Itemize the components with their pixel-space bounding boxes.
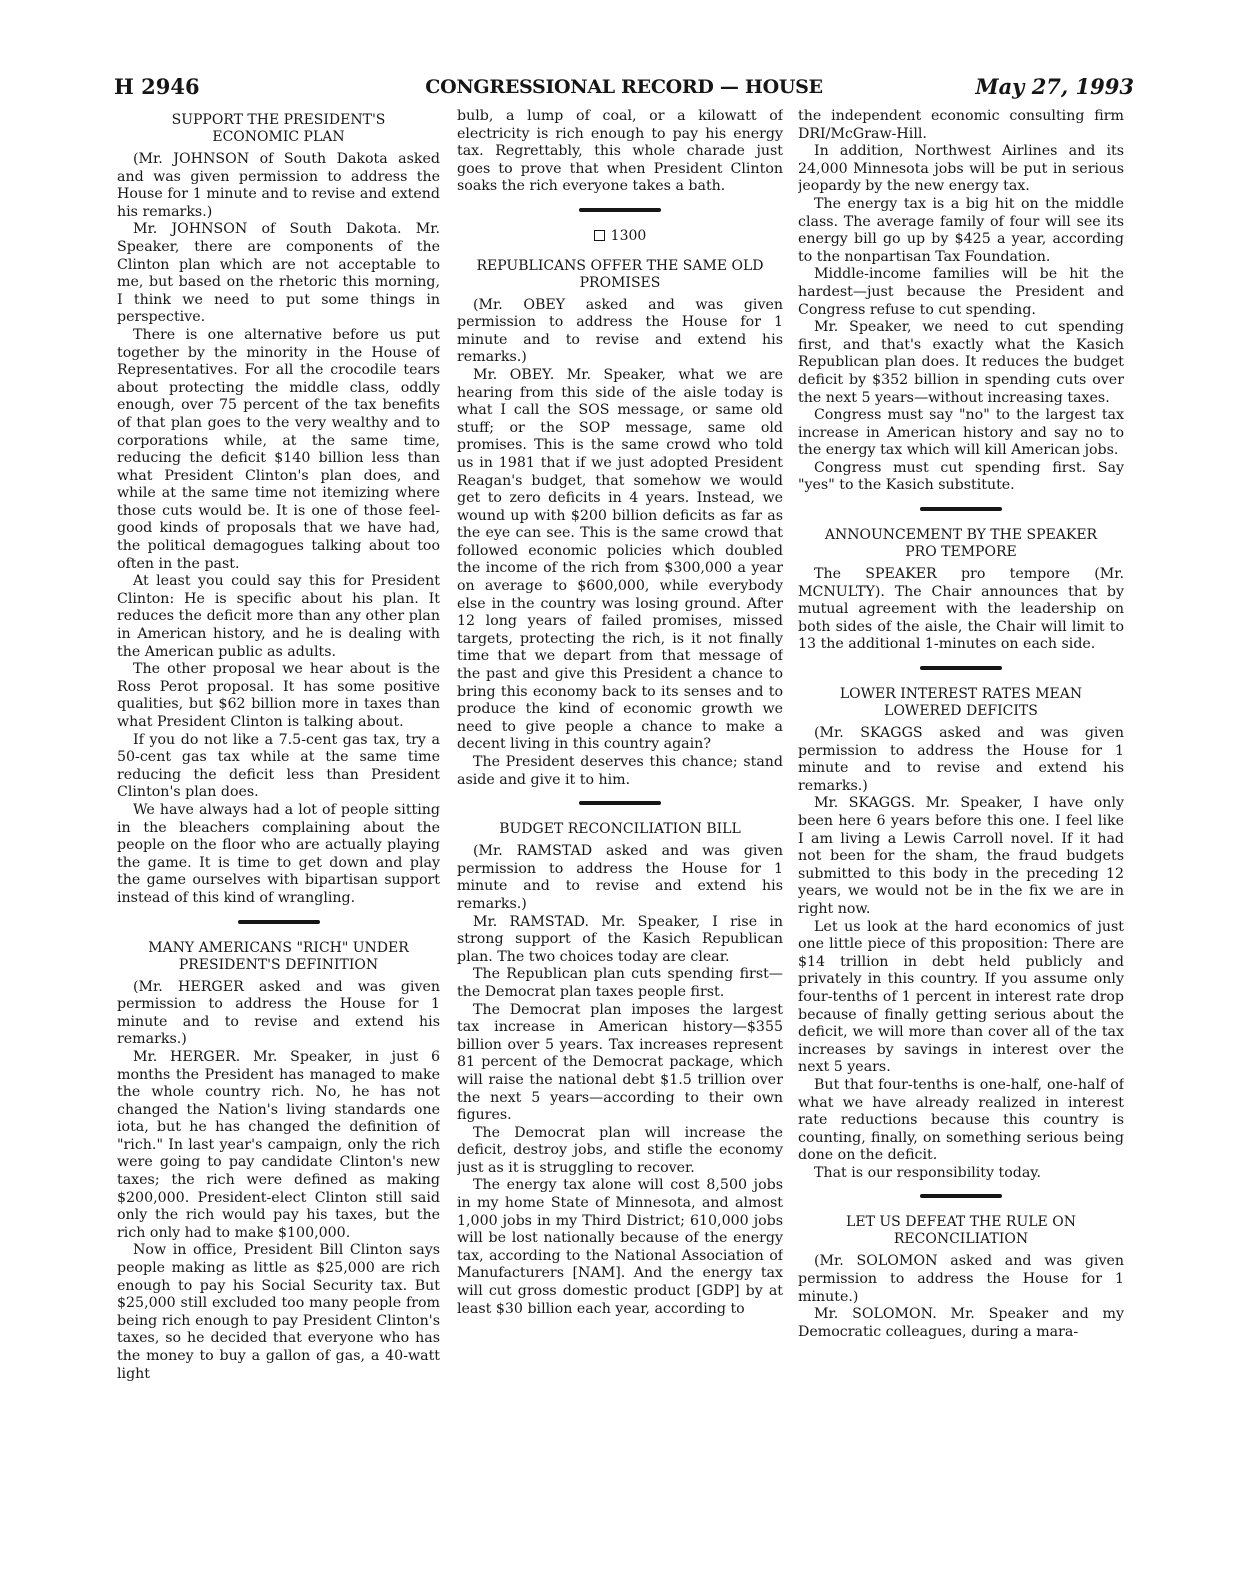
paragraph: (Mr. RAMSTAD asked and was given permission to address the House for 1 minute and to revise and extend his remarks.) (457, 843, 783, 912)
paragraph: There is one alternative before us put together by the minority in the House of Representatives. For all the crocodile tears about protecting the middle class, oddly enough, over 75 percent of the tax benefits of that plan goes to the very wealthy and to corporations while, at the same time, reducing the deficit $140 billion less than what President Clinton's plan does, and while at the same time not itemizing where those cuts would be. It is one of those feel-good kinds of proposals that we have had, the political demagogues talking about too often in the past. (117, 326, 440, 572)
paragraph: If you do not like a 7.5-cent gas tax, try a 50-cent gas tax while at the same time reducing the deficit less than President Clinton's plan does. (117, 731, 440, 801)
paragraph: Now in office, President Bill Clinton says people making as little as $25,000 are rich enough to pay his Social Security tax. But $25,000 still excluded too many people from being rich enough to pay President Clinton's taxes, so he decided that everyone who has the money to buy a gallon of gas, a 40-watt light (117, 1242, 440, 1382)
continued-paragraph: bulb, a lump of coal, or a kilowatt of electricity is rich enough to pay his energy tax. Regrettably, this whole charade just goes to prove that when President Clinton soaks the rich everyone takes a bath. (457, 108, 783, 195)
time-text: 1300 (610, 227, 647, 244)
column-3 (798, 108, 1124, 1468)
section-heading: LET US DEFEAT THE RULE ON RECONCILIATION (846, 1214, 1076, 1248)
paragraph: (Mr. JOHNSON of South Dakota asked and was given permission to address the House for 1 minute and to revise and extend his remarks.) (117, 151, 440, 220)
paragraph: Middle-income families will be hit the hardest—just because the President and Congress refuse to cut spending. (798, 266, 1124, 318)
paragraph: That is our responsibility today. (814, 1164, 1041, 1181)
section-heading: REPUBLICANS OFFER THE SAME OLD PROMISES (476, 257, 764, 291)
section-divider (920, 1194, 1002, 1198)
paragraph: The Democrat plan will increase the deficit, destroy jobs, and stifle the economy just as it is struggling to recover. (457, 1124, 783, 1176)
paragraph: The energy tax alone will cost 8,500 jobs in my home State of Minnesota, and almost 1,000 jobs in my Third District; 610,000 jobs will be lost nationally because of the energy tax, according to the National Association of Manufacturers [NAM]. And the energy tax will cut gross domestic product [GDP] by at least $30 billion each year, according to (457, 1177, 783, 1317)
section-divider (238, 920, 320, 924)
paragraph: (Mr. OBEY asked and was given permission to address the House for 1 minute and to revise and extend his remarks.) (457, 296, 783, 366)
paragraph: Mr. Speaker, we need to cut spending first, and that's exactly what the Kasich Republican plan does. It reduces the budget deficit by $352 billion in spending cuts over the next 5 years—without increasing taxes. (798, 319, 1124, 406)
paragraph: Let us look at the hard economics of just one little piece of this proposition: There are $14 trillion in debt held publicly and privately in this country. If you assume only four-tenths of 1 percent in interest rate drop because of finally getting serious about the deficit, we will more than cover all of the tax increases by savings in interest over the next 5 years. (798, 918, 1124, 1076)
page-number: H 2946 (114, 74, 200, 99)
time-box-icon (594, 230, 605, 241)
column-2 (457, 108, 783, 1468)
paragraph: The Republican plan cuts spending first—the Democrat plan taxes people first. (457, 966, 783, 1000)
paragraph: Mr. HERGER. Mr. Speaker, in just 6 months the President has managed to make the whole country rich. No, he has not changed the Nation's living standards one iota, but he has changed the definition of "rich." In last year's campaign, only the rich were going to pay candidate Clinton's new taxes; the rich were defined as making $200,000. President-elect Clinton still said only the rich would pay his taxes, but the rich only had to make $100,000. (117, 1048, 440, 1241)
paragraph: The energy tax is a big hit on the middle class. The average family of four will see its energy bill go up by $425 a year, according to the nonpartisan Tax Foundation. (798, 195, 1124, 265)
time-marker (457, 228, 783, 246)
paragraph: The President deserves this chance; stand aside and give it to him. (457, 754, 783, 788)
paragraph: Congress must cut spending first. Say "yes" to the Kasich substitute. (798, 459, 1124, 494)
paragraph: The Democrat plan imposes the largest tax increase in American history—$355 billion over 5 years. Tax increases represent 81 percent of the Democrat package, which will raise the national debt $1.5 trillion over the next 5 years—according to their own figures. (457, 1001, 783, 1124)
publication-title: CONGRESSIONAL RECORD — HOUSE (425, 76, 823, 98)
continued-paragraph: the independent economic consulting firm DRI/McGraw-Hill. (798, 108, 1124, 142)
paragraph: Mr. OBEY. Mr. Speaker, what we are hearing from this side of the aisle today is what I call the SOS message, or same old stuff; or the SOP message, same old promises. This is the same crowd who told us in 1981 that if we just adopted President Reagan's budget, that somehow we would get to zero deficits in 4 years. Instead, we wound up with $200 billion deficits as far as the eye can see. This is the same crowd that followed economic policies which doubled the income of the rich from $300,000 a year on average to $600,000, while everybody else in the country was losing ground. After 12 long years of failed promises, missed targets, protecting the rich, is it not finally time that we depart from that message of the past and give this President a chance to bring this economy back to its senses and to produce the kind of economic growth we need to give people a chance to make a decent living in this country again? (457, 366, 783, 753)
section-divider (579, 801, 661, 805)
page-header (114, 74, 1134, 108)
issue-date: May 27, 1993 (975, 74, 1134, 99)
section-divider (920, 507, 1002, 511)
paragraph: The SPEAKER pro tempore (Mr. MCNULTY). The Chair announces that by mutual agreement with the leadership on both sides of the aisle, the Chair will limit to 13 the additional 1-minutes on each side. (798, 566, 1124, 653)
paragraph: At least you could say this for President Clinton: He is specific about his plan. It reduces the deficit more than any other plan in American history, and he is dealing with the American public as adults. (117, 573, 440, 660)
section-heading: SUPPORT THE PRESIDENT'S ECONOMIC PLAN (171, 112, 386, 145)
paragraph: Mr. JOHNSON of South Dakota. Mr. Speaker, there are components of the Clinton plan which are not acceptable to me, but based on the rhetoric this morning, I think we need to put some things in perspective. (117, 221, 440, 326)
paragraph: Congress must say "no" to the largest tax increase in American history and say no to the energy tax which will kill American jobs. (798, 407, 1124, 459)
column-1 (117, 108, 440, 1468)
paragraph: We have always had a lot of people sitting in the bleachers complaining about the people on the floor who are actually playing the game. It is time to get down and play the game ourselves with bipartisan support instead of this kind of wrangling. (117, 801, 440, 906)
section-divider (579, 208, 661, 212)
paragraph: Mr. RAMSTAD. Mr. Speaker, I rise in strong support of the Kasich Republican plan. The two choices today are clear. (457, 913, 783, 965)
paragraph: In addition, Northwest Airlines and its 24,000 Minnesota jobs will be put in serious jeopardy by the new energy tax. (798, 143, 1124, 195)
paragraph: Mr. SKAGGS. Mr. Speaker, I have only been here 6 years before this one. I feel like I am living a Lewis Carroll novel. If it had not been for the sham, the fraud budgets submitted to this body in the preceding 12 years, we would not be in the fix we are in right now. (798, 795, 1124, 917)
paragraph: (Mr. SOLOMON asked and was given permission to address the House for 1 minute.) (798, 1253, 1124, 1305)
section-heading: ANNOUNCEMENT BY THE SPEAKER PRO TEMPORE (824, 527, 1098, 561)
paragraph: (Mr. SKAGGS asked and was given permission to address the House for 1 minute and to revise and extend his remarks.) (798, 725, 1124, 794)
section-heading: MANY AMERICANS "RICH" UNDER PRESIDENT'S DEFINITION (148, 939, 409, 973)
paragraph: But that four-tenths is one-half, one-half of what we have already realized in interest rate reductions because this country is counting, finally, on something serious being done on the deficit. (798, 1076, 1124, 1164)
paragraph: Mr. SOLOMON. Mr. Speaker and my Democratic colleagues, during a mara- (798, 1306, 1124, 1340)
section-divider (920, 666, 1002, 670)
section-heading: BUDGET RECONCILIATION BILL (499, 821, 741, 838)
section-heading: LOWER INTEREST RATES MEAN LOWERED DEFICITS (839, 686, 1083, 720)
paragraph: The other proposal we hear about is the Ross Perot proposal. It has some positive qualities, but $62 billion more in taxes than what President Clinton is talking about. (117, 661, 440, 730)
paragraph: (Mr. HERGER asked and was given permission to address the House for 1 minute and to revise and extend his remarks.) (117, 978, 440, 1048)
